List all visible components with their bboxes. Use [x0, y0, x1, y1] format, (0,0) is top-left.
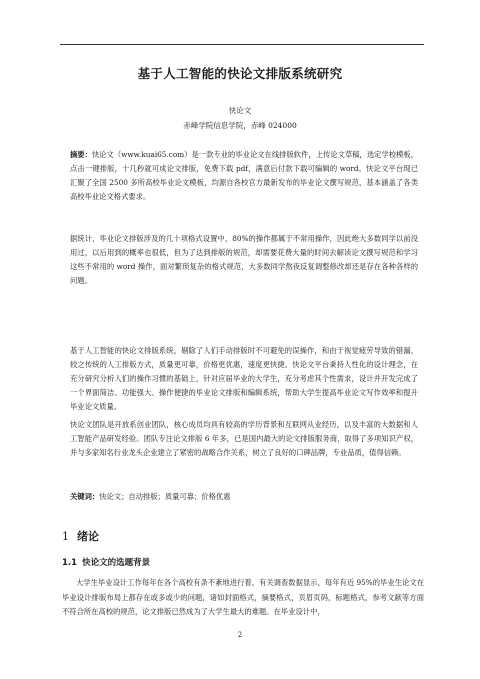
abstract-paragraph-2: 据统计，毕业论文排版涉及的几十项格式设置中，80%的操作都属于不常用操作，因此绝大多数同学以前没用过，以后用到的概率也很低，但为了达到排版的规范，却需要花费大量的时间去解读论文撰写规范和学习这些不常用的 word 操作，面对繁琐复杂的格式规范，大多数同学熬夜反复调整修改却还是存在各种各样的问题。 [70, 234, 418, 285]
section-heading-1 [62, 528, 99, 544]
subsection-title: 快论文的选题背景 [82, 558, 151, 568]
section-number: 1 [62, 530, 69, 543]
paper-affiliation: 赤峰学院信息学院，赤峰 024000 [183, 121, 297, 130]
body-paragraph: 大学生毕业设计工作每年在各个高校有条不紊地进行着，有关调查数据显示，每年有近 95%的毕业生论文在毕业设计排版布局上都存在或多或少的问题，诸如封面格式，摘要格式，页眉页码，标题格式，参考文献等方面不符合所在高校的规范，论文排版已然成为了大学生最大的难题。在毕业设计中， [62, 578, 424, 616]
abstract-paragraph-4: 快论文团队是开放系创业团队，核心成员均具有较高的学历背景和互联网从业经历，以及丰富的大数据和人工智能产品研发经验。团队专注论文排版 6 年多，已是国内最大的论文排版服务商，取得了多项知识产权，并与多家知名行业龙头企业建立了紧密的战略合作关系，树立了良好的口碑品牌，专业品质，值得信赖。 [70, 420, 418, 457]
keywords-line [70, 490, 418, 504]
page-number: 2 [237, 631, 243, 639]
keywords-label: 关键词： [70, 492, 100, 501]
subsection-heading-1-1 [62, 556, 150, 568]
abstract-label: 摘要： [70, 150, 92, 159]
paper-title: 基于人工智能的快论文排版系统研究 [137, 66, 343, 81]
header-rule [60, 44, 424, 45]
subsection-number: 1.1 [62, 558, 78, 568]
section-title: 绪论 [77, 530, 99, 543]
abstract-text: 快论文（www.kuai65.com）是一款专业的毕业论文在线排版软件，上传论文草稿，选定学校模板，点击一键排版，十几秒就可成论文排版，免费下载 pdf，满意后付款下载可编辑的 word。快论文平台现已汇聚了全国 2500 多所高校毕业论文模板，均源自各校官方最新发布的毕业论文撰写规范，基本涵盖了各类高校毕业论文格式要求。 [70, 150, 419, 201]
abstract-paragraph-3: 基于人工智能的快论文排版系统，剔除了人们手动排版时不可避免的误操作，和由于视觉疲劳导致的错漏，较之传统的人工排版方式，质量更可靠，价格更优惠，速度更快捷。快论文平台秉持人性化的设计理念，在充分研究分析人们的操作习惯的基础上，针对应届毕业的大学生，充分考虑其个性需求，设计并开发完成了一个界面简洁、功能强大、操作便捷的毕业论文排版和编辑系统，帮助大学生提高毕业论文写作效率和提升毕业论文质量。 [70, 346, 418, 411]
paper-author: 快论文 [228, 106, 252, 115]
abstract-paragraph [70, 148, 418, 204]
keywords-text: 快论文；自动排版；质量可靠；价格优惠 [99, 492, 231, 501]
